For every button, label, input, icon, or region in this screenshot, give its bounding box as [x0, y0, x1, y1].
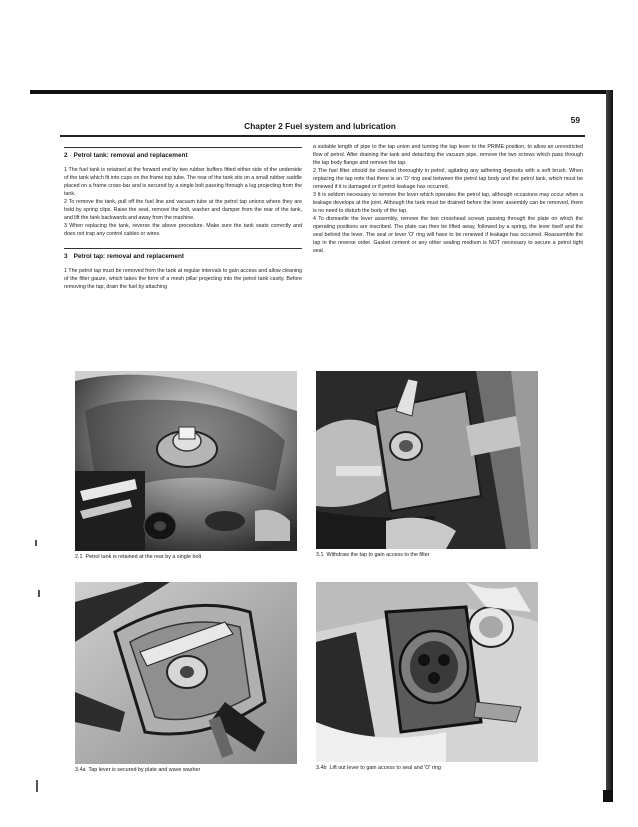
paragraph: 3 It is seldom necessary to remove the lever which operates the petrol tap, although occasions may occur when a leakage develops at the joint. Although the tank must be drained before the lever assembly can be removed, there is no need to disturb the body of the tap.: [313, 192, 583, 214]
figure-caption-text: Petrol tank is retained at the rear by a single bolt: [85, 554, 202, 560]
scan-mark: [35, 540, 37, 546]
figure-number: 3.1: [316, 552, 324, 558]
paragraph: 3 When replacing the tank, reverse the above procedure. Make sure the tank seats correctly and does not trap any control cables or wires.: [64, 223, 302, 237]
figure-caption-text: Lift out lever to gain access to seal and 'O' ring: [329, 765, 441, 771]
text-column-right: [313, 143, 583, 255]
photo-withdraw-tap: [316, 371, 538, 549]
figure-caption: [75, 766, 200, 775]
figure-caption: [316, 764, 441, 773]
scan-mark: [38, 590, 40, 597]
paragraph: 4 To dismantle the lever assembly, remove the two crosshead screws passing through the plate on which the operating positions are inscribed. The plate can then be lifted away, followed by a spring, the lever itself and the seal behind the lever. The seal or lever 'O' ring will have to be renewed if leakage has occurred. Reassemble the tap in the reverse order. Gasket cement or any other sealing medium is NOT necessary to secure a petrol tight seal.: [313, 216, 583, 254]
figure-number: 3.4b: [316, 765, 327, 771]
figure-number: 2.1: [75, 554, 83, 560]
section-title: Petrol tank: removal and replacement: [73, 152, 188, 159]
figure-caption: [75, 553, 201, 562]
chapter-title: Chapter 2 Fuel system and lubrication: [244, 121, 396, 131]
page-scan-border-right: [606, 90, 613, 802]
scan-mark: [36, 780, 38, 792]
paragraph: 2 The fuel filter should be cleaned thoroughly in petrol, agitating any adhering deposits with a soft brush. When replacing the tap note that there is an 'O' ring seal between the petrol tap body and the petrol tank, which must be renewed if it is damaged or if petrol leakage has occurred.: [313, 168, 583, 190]
section-title: Petrol tap: removal and replacement: [73, 253, 185, 260]
figure-number: 3.4a: [75, 767, 86, 773]
photo-lift-out-lever: [316, 582, 538, 762]
photo-petrol-tank-rear-bolt: [75, 371, 297, 551]
section-heading: [64, 147, 302, 160]
text-column-left: [64, 147, 302, 291]
paragraph: 2 To remove the tank, pull off the fuel line and vacuum tube at the petrol tap unions where they are held by spring clips. Raise the seat, remove the bolt, washer and damper from the rear of the tank, and lift the tank backwards and away from the machine.: [64, 199, 302, 221]
figure-caption-text: Tap lever is secured by plate and wave washer: [88, 767, 201, 773]
photo-tap-lever-plate: [75, 582, 297, 764]
page-number: 59: [570, 115, 580, 125]
figure-caption: [316, 551, 430, 560]
paragraph: a suitable length of pipe to the tap union and turning the tap lever to the PRIME position, to allow an unrestricted flow of petrol. After draining the tank and detaching the vacuum pipe, remove the two screws which pass through the tap body flange and remove the tap.: [313, 144, 583, 166]
section-heading: [64, 248, 302, 261]
paragraph: 1 The fuel tank is retained at the forward end by two rubber buffers fitted either side of the underside of the tank which fit into cups on the frame top tube. The rear of the tank sits on a small rubber saddle placed on a frame cross-bar and is secured by a single bolt passing through a lug projecting from the tank.: [64, 167, 302, 197]
figure-caption-text: Withdraw the tap to gain access to the filter: [326, 552, 430, 558]
paragraph: 1 The petrol tap must be removed from the tank at regular intervals to gain access and allow cleaning of the filter gauze, which takes the form of a mesh pillar projecting into the petrol tank cavity. Before removing the tap, drain the fuel by attaching: [64, 268, 302, 290]
header-rule: [60, 135, 585, 137]
page-scan-border-bottom: [603, 790, 613, 802]
page-scan-border-top: [30, 90, 613, 94]
section-number: 3: [64, 253, 68, 260]
section-number: 2: [64, 152, 68, 159]
